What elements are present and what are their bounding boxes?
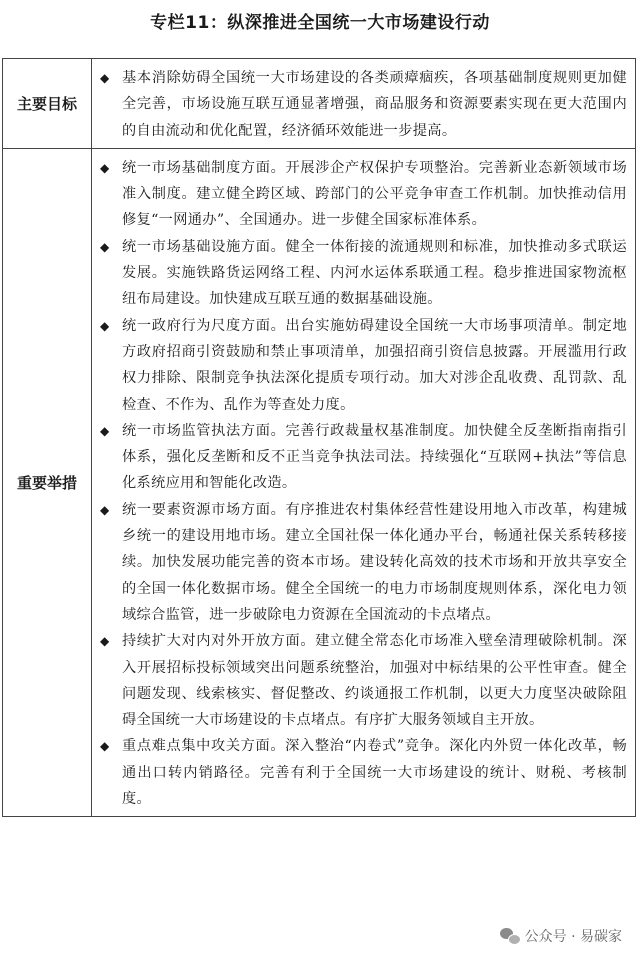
list-item	[98, 497, 627, 628]
item-text: 统一市场基础设施方面。健全一体衔接的流通规则和标准，加快推动多式联运发展。实施铁路货运网络工程、内河水运体系联通工程。稳步推进国家物流枢纽布局建设。加快建成互联互通的数据基础设施。	[122, 238, 627, 308]
list-item	[98, 155, 627, 234]
table-row-goals	[3, 59, 636, 149]
diamond-bullet-icon: ◆	[100, 739, 110, 754]
item-text: 统一要素资源市场方面。有序推进农村集体经营性建设用地入市改革，构建城乡统一的建设用地市场。建立全国社保一体化通办平台，畅通社保关系转移接续。加快发展功能完善的资本市场。建设转化高效的技术市场和开放共享安全的全国一体化数据市场。健全全国统一的电力市场制度规则体系，深化电力领域综合监管，进一步破除电力资源在全国流动的卡点堵点。	[122, 501, 627, 623]
diamond-bullet-icon: ◆	[100, 239, 110, 254]
list-item	[98, 733, 627, 812]
watermark	[496, 924, 626, 948]
item-text: 统一政府行为尺度方面。出台实施妨碍建设全国统一大市场事项清单。制定地方政府招商引资鼓励和禁止事项清单，加强招商引资信息披露。开展滥用行政权力排除、限制竞争执法深化提质专项行动。加大对涉企乱收费、乱罚款、乱检查、不作为、乱作为等查处力度。	[122, 317, 627, 413]
row-label-measures: 重要举措	[3, 148, 92, 816]
list-item	[98, 628, 627, 733]
list-item	[98, 418, 627, 497]
row-body-goals	[92, 59, 636, 149]
wechat-icon	[500, 928, 520, 944]
item-text: 统一市场基础制度方面。开展涉企产权保护专项整治。完善新业态新领域市场准入制度。建立健全跨区域、跨部门的公平竞争审查工作机制。加快推动信用修复“一网通办”、全国通办。进一步健全国家标准体系。	[122, 159, 627, 229]
item-text: 持续扩大对内对外开放方面。建立健全常态化市场准入壁垒清理破除机制。深入开展招标投标领域突出问题系统整治，加强对中标结果的公平性审查。健全问题发现、线索核实、督促整改、约谈通报工作机制，以更大力度坚决破除阻碍全国统一大市场建设的卡点堵点。有序扩大服务领域自主开放。	[122, 633, 627, 729]
row-label-goals: 主要目标	[3, 59, 92, 149]
list-item	[98, 65, 627, 144]
diamond-bullet-icon: ◆	[100, 502, 110, 517]
row-body-measures	[92, 148, 636, 816]
diamond-bullet-icon: ◆	[100, 160, 110, 175]
item-text: 基本消除妨碍全国统一大市场建设的各类顽瘴痼疾，各项基础制度规则更加健全完善，市场设施互联互通显著增强，商品服务和资源要素实现在更大范围内的自由流动和优化配置，经济循环效能进一步提高。	[122, 70, 627, 139]
list-item	[98, 234, 627, 313]
diamond-bullet-icon: ◆	[100, 634, 110, 649]
diamond-bullet-icon: ◆	[100, 423, 110, 438]
item-text: 重点难点集中攻关方面。深入整治“内卷式”竞争。深化内外贸一体化改革，畅通出口转内销路径。完善有利于全国统一大市场建设的统计、财税、考核制度。	[122, 738, 627, 808]
diamond-bullet-icon: ◆	[100, 318, 110, 333]
item-text: 统一市场监管执法方面。完善行政裁量权基准制度。加快健全反垄断指南指引体系，强化反垄断和反不正当竞争执法司法。持续强化“互联网+执法”等信息化系统应用和智能化改造。	[122, 422, 627, 492]
page-title: 专栏11：纵深推进全国统一大市场建设行动	[150, 13, 490, 33]
content-table	[2, 58, 636, 817]
diamond-bullet-icon: ◆	[100, 71, 110, 85]
table-row-measures	[3, 148, 636, 816]
list-item	[98, 313, 627, 418]
watermark-text: 公众号 · 易碳家	[524, 929, 622, 945]
